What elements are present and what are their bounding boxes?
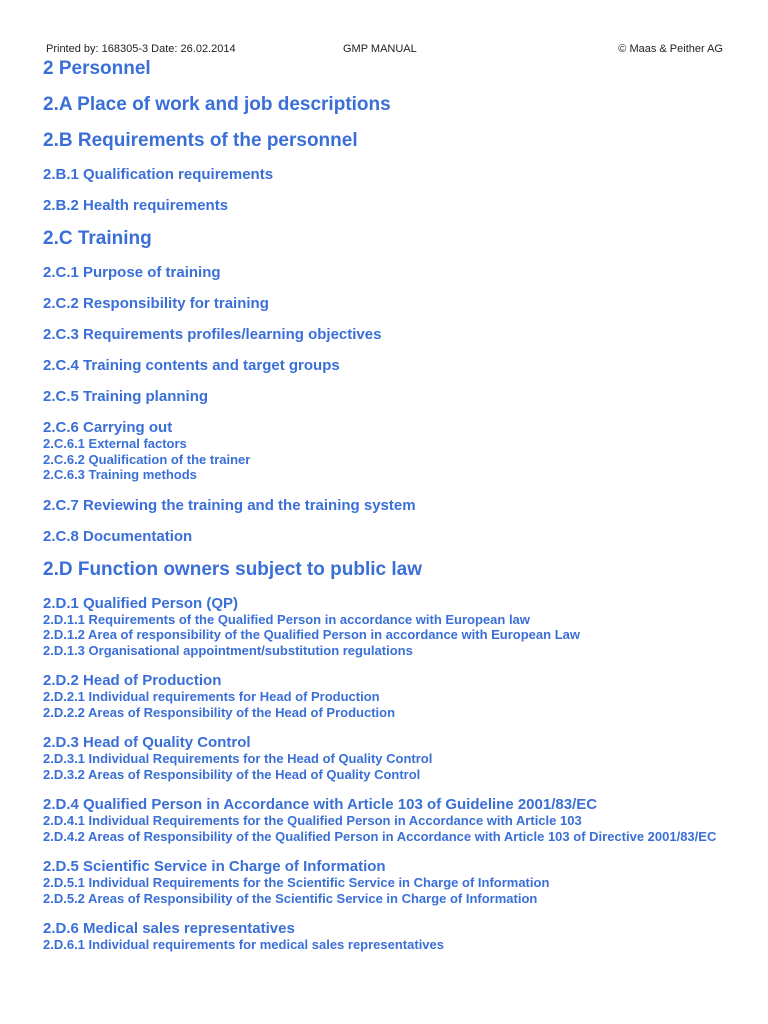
toc-link-2d3-2[interactable]: 2.D.3.2 Areas of Responsibility of the Head of Quality Control xyxy=(43,766,421,782)
toc-link-2d1-1[interactable]: 2.D.1.1 Requirements of the Qualified Person in accordance with European law xyxy=(43,611,530,627)
toc-link-2c6-2[interactable]: 2.C.6.2 Qualification of the trainer xyxy=(43,451,251,467)
toc-link-2d6-1[interactable]: 2.D.6.1 Individual requirements for medical sales representatives xyxy=(43,937,445,952)
toc-link-2c6-1[interactable]: 2.C.6.1 External factors xyxy=(43,436,187,451)
print-header xyxy=(0,43,768,57)
toc-link-2d5-2[interactable]: 2.D.5.2 Areas of Responsibility of the Scientific Service in Charge of Information xyxy=(43,890,538,906)
toc-group-2c6 xyxy=(43,419,743,483)
toc-link-2d5[interactable]: 2.D.5 Scientific Service in Charge of Information xyxy=(43,858,386,875)
toc-link-2d4-1[interactable]: 2.D.4.1 Individual Requirements for the Qualified Person in Accordance with Article 103 xyxy=(43,813,582,828)
toc-link-2a[interactable]: 2.A Place of work and job descriptions xyxy=(43,94,391,115)
toc-link-2c6[interactable]: 2.C.6 Carrying out xyxy=(43,419,173,436)
toc-link-2d1-3[interactable]: 2.D.1.3 Organisational appointment/substitution regulations xyxy=(43,642,413,658)
toc-link-2d2-1[interactable]: 2.D.2.1 Individual requirements for Head of Production xyxy=(43,689,380,704)
toc-group-2d6 xyxy=(43,920,743,953)
toc-group-2d1 xyxy=(43,595,743,659)
toc-link-2b2[interactable]: 2.B.2 Health requirements xyxy=(43,197,229,214)
toc-link-2c3[interactable]: 2.C.3 Requirements profiles/learning objectives xyxy=(43,326,382,343)
toc-link-2c7[interactable]: 2.C.7 Reviewing the training and the training system xyxy=(43,496,416,514)
toc-group-2d5 xyxy=(43,858,743,906)
toc-link-2c[interactable]: 2.C Training xyxy=(43,228,152,249)
toc-link-2d3[interactable]: 2.D.3 Head of Quality Control xyxy=(43,734,251,751)
toc-group-2d4 xyxy=(43,796,743,844)
toc-link-2d[interactable]: 2.D Function owners subject to public law xyxy=(43,558,422,580)
toc-link-2d5-1[interactable]: 2.D.5.1 Individual Requirements for the Scientific Service in Charge of Information xyxy=(43,875,550,890)
toc-link-2c5[interactable]: 2.C.5 Training planning xyxy=(43,388,209,405)
toc-link-2d4-2[interactable]: 2.D.4.2 Areas of Responsibility of the Qualified Person in Accordance with Article 103 of Directive 2001/83/EC xyxy=(43,828,717,844)
toc-link-2c2[interactable]: 2.C.2 Responsibility for training xyxy=(43,295,269,312)
toc-link-2b[interactable]: 2.B Requirements of the personnel xyxy=(43,130,358,151)
toc-link-2b1[interactable]: 2.B.1 Qualification requirements xyxy=(43,166,274,183)
manual-title: GMP MANUAL xyxy=(343,43,417,55)
toc-link-2d3-1[interactable]: 2.D.3.1 Individual Requirements for the Head of Quality Control xyxy=(43,751,433,766)
toc-group-2d2 xyxy=(43,672,743,720)
table-of-contents xyxy=(43,58,743,967)
toc-link-2d1-2[interactable]: 2.D.1.2 Area of responsibility of the Qualified Person in accordance with European Law xyxy=(43,627,580,642)
toc-link-2c6-3[interactable]: 2.C.6.3 Training methods xyxy=(43,467,197,482)
toc-link-2d1[interactable]: 2.D.1 Qualified Person (QP) xyxy=(43,594,239,612)
copyright-text: © Maas & Peither AG xyxy=(618,43,723,55)
toc-group-2d3 xyxy=(43,734,743,782)
toc-link-2d6[interactable]: 2.D.6 Medical sales representatives xyxy=(43,920,295,937)
printed-by-text: Printed by: 168305-3 Date: 26.02.2014 xyxy=(46,43,236,55)
toc-link-2c1[interactable]: 2.C.1 Purpose of training xyxy=(43,264,221,281)
toc-link-2c8[interactable]: 2.C.8 Documentation xyxy=(43,527,193,545)
toc-link-2d4[interactable]: 2.D.4 Qualified Person in Accordance with Article 103 of Guideline 2001/83/EC xyxy=(43,796,598,813)
toc-link-2d2-2[interactable]: 2.D.2.2 Areas of Responsibility of the Head of Production xyxy=(43,704,396,720)
toc-link-2d2[interactable]: 2.D.2 Head of Production xyxy=(43,672,222,689)
toc-link-2c4[interactable]: 2.C.4 Training contents and target groups xyxy=(43,357,340,374)
chapter-title: 2 Personnel xyxy=(43,58,151,79)
